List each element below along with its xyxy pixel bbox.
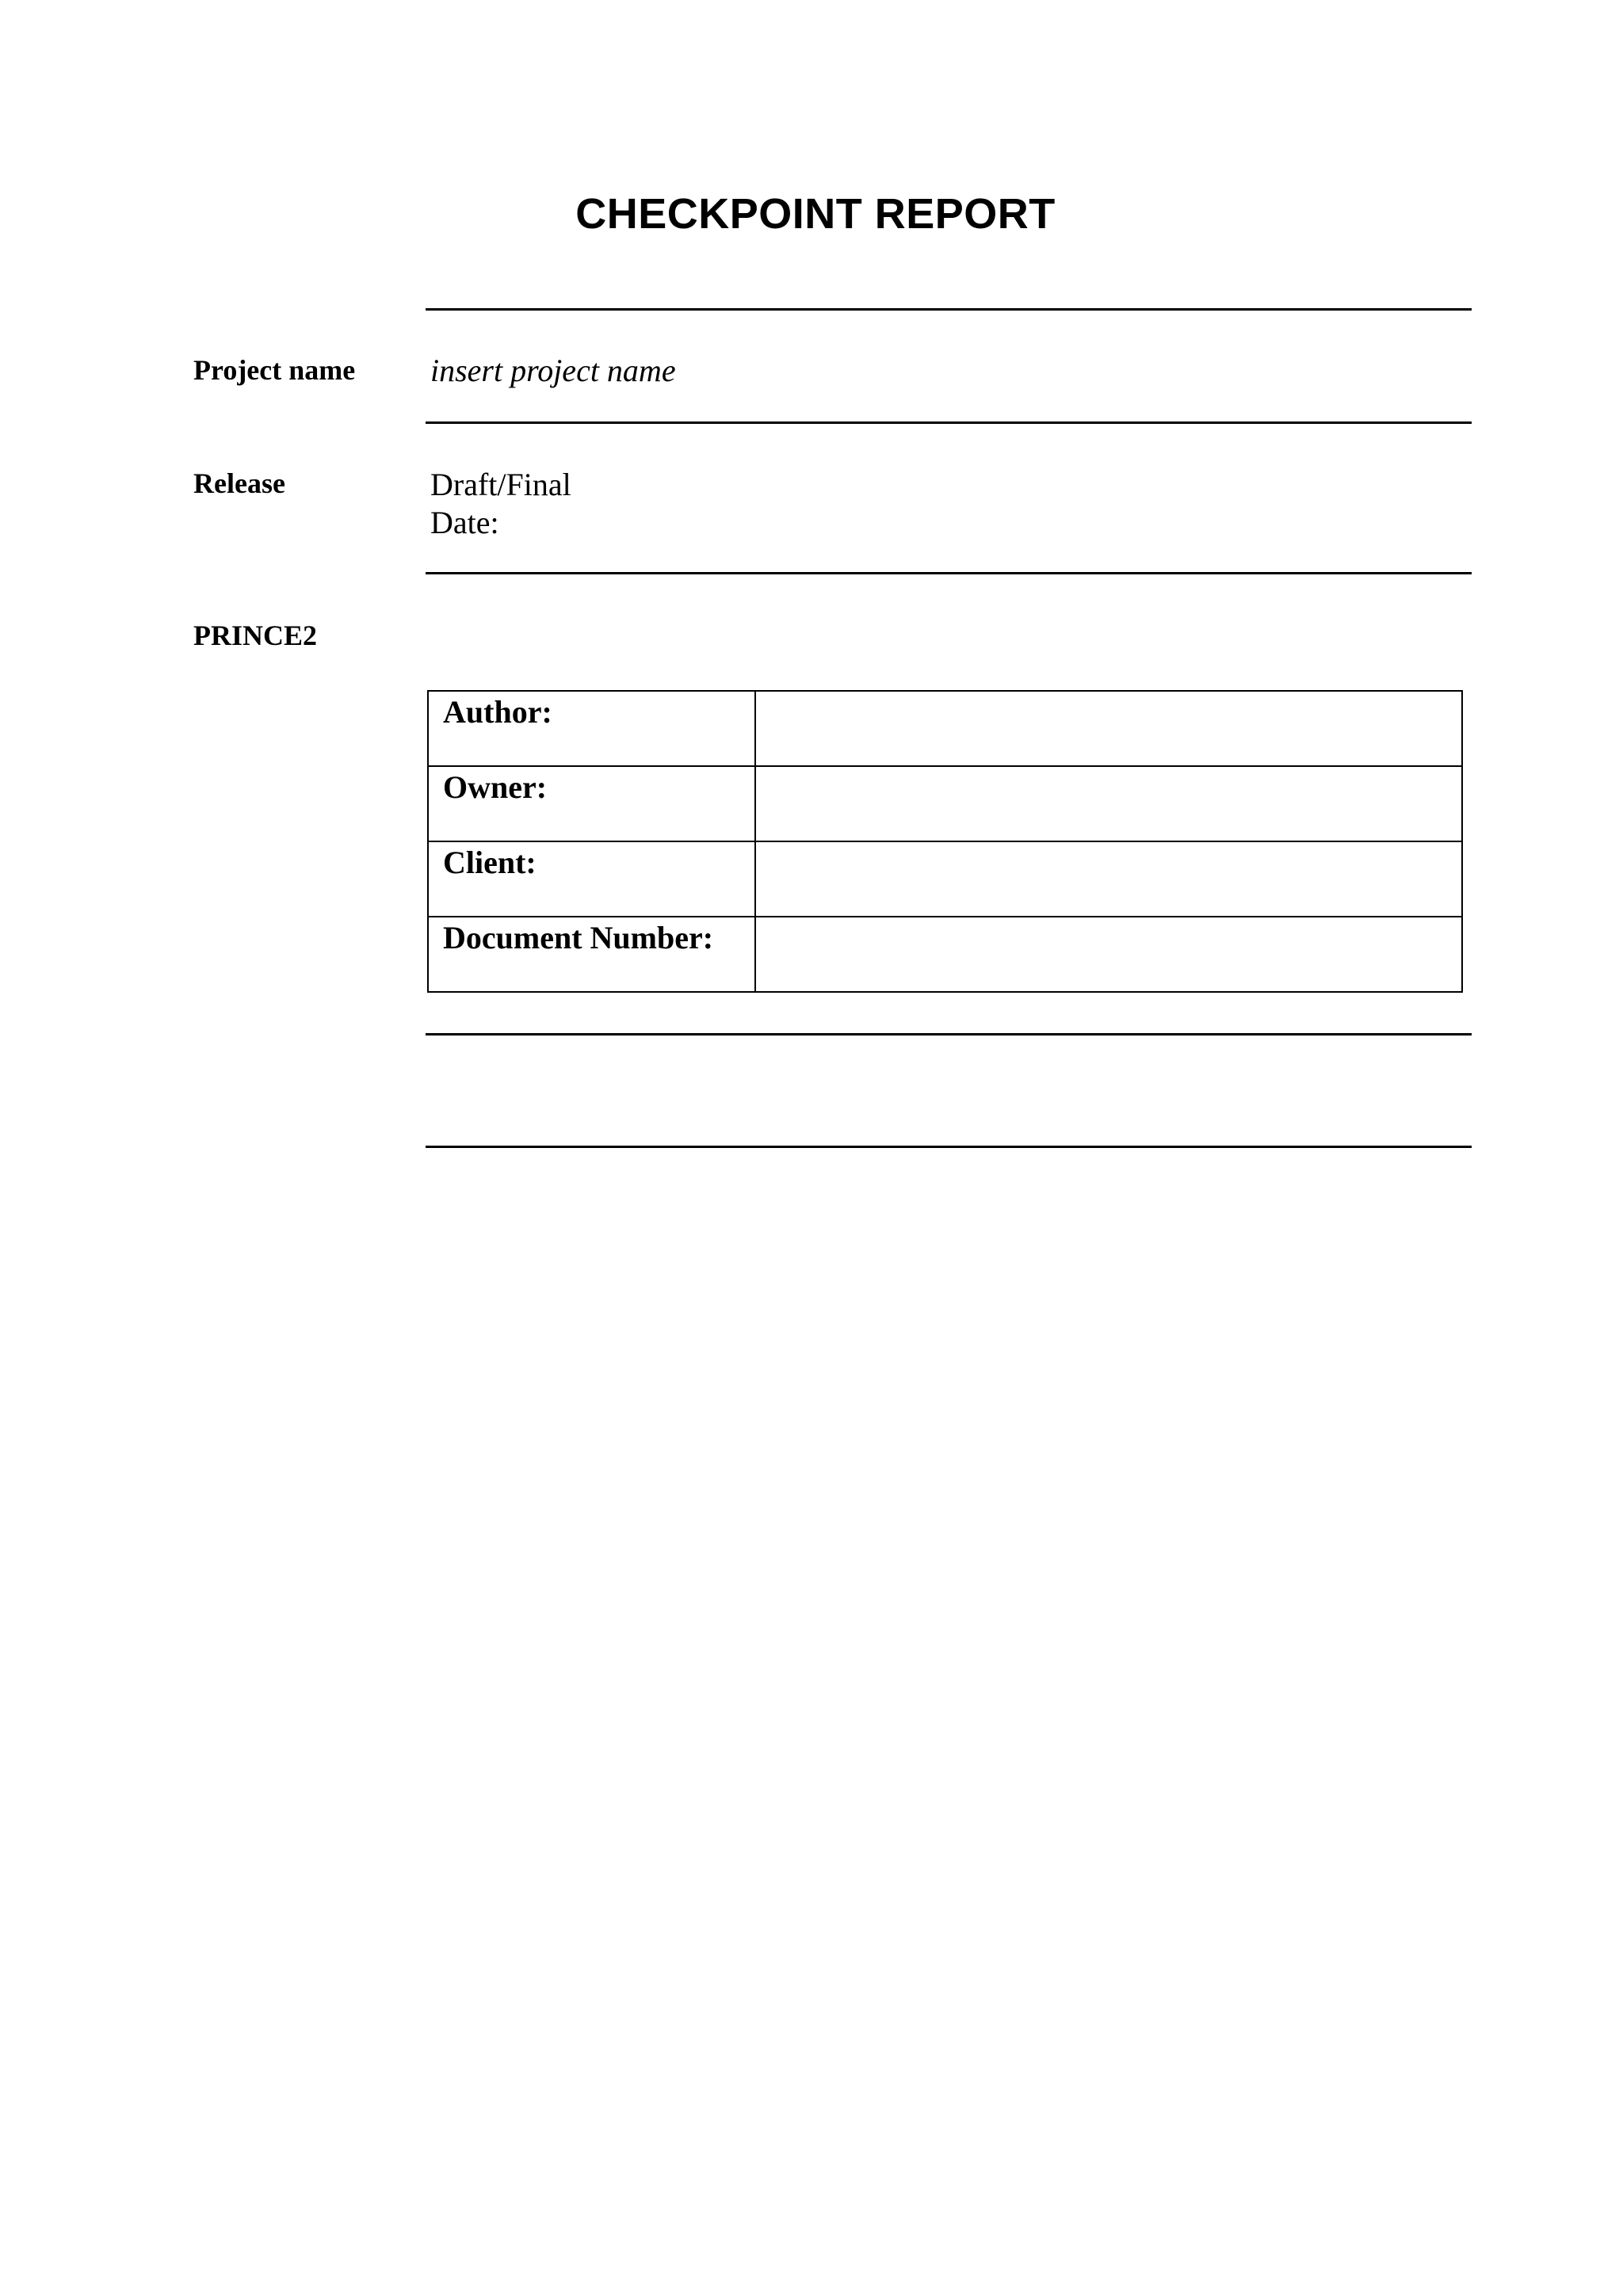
release-value[interactable]: Draft/Final bbox=[430, 467, 571, 502]
document-number-value[interactable] bbox=[755, 917, 1462, 992]
client-label: Client: bbox=[428, 841, 755, 917]
author-value[interactable] bbox=[755, 691, 1462, 766]
owner-label: Owner: bbox=[428, 766, 755, 841]
document-details-table bbox=[427, 690, 1463, 993]
divider-bottom bbox=[426, 1146, 1472, 1148]
date-label[interactable]: Date: bbox=[430, 505, 499, 540]
table-row bbox=[428, 691, 1462, 766]
divider-release bbox=[426, 572, 1472, 574]
owner-value[interactable] bbox=[755, 766, 1462, 841]
client-value[interactable] bbox=[755, 841, 1462, 917]
table-row bbox=[428, 841, 1462, 917]
document-number-label: Document Number: bbox=[428, 917, 755, 992]
divider-project bbox=[426, 421, 1472, 424]
table-row bbox=[428, 917, 1462, 992]
table-row bbox=[428, 766, 1462, 841]
prince2-label: PRINCE2 bbox=[193, 620, 318, 651]
divider-table-bottom bbox=[426, 1033, 1472, 1035]
document-title: CHECKPOINT REPORT bbox=[575, 190, 1056, 238]
author-label: Author: bbox=[428, 691, 755, 766]
divider-top bbox=[426, 308, 1472, 311]
project-name-label: Project name bbox=[193, 354, 356, 386]
release-label: Release bbox=[193, 467, 285, 499]
project-name-value[interactable]: insert project name bbox=[430, 353, 676, 388]
